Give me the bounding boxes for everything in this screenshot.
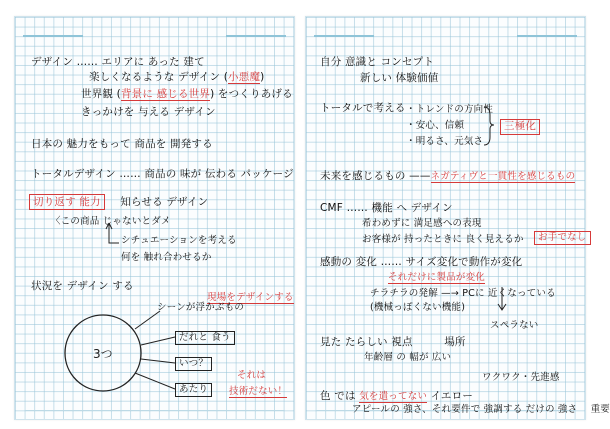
text: アピールの 強さ、それ要件で 強調する だけの 強さ bbox=[352, 404, 578, 415]
red-text: 背景に 感じる世界 bbox=[120, 88, 211, 100]
cmf-box: お手でなし bbox=[534, 231, 591, 245]
red-bottom-1: それは bbox=[237, 370, 267, 381]
red-text: ネガティヴと一貫性を感じるもの bbox=[430, 171, 576, 182]
japan-line: 日本の 魅力をもって 商品を 開発する bbox=[31, 138, 213, 150]
total-think: トータルで考える bbox=[320, 102, 406, 114]
text: 重要 bbox=[590, 404, 610, 415]
text: 世界観 ( bbox=[81, 88, 121, 100]
box-where: あたり bbox=[175, 383, 212, 397]
red-text: 小悪魔 bbox=[228, 71, 261, 83]
concept-line: 自分 意識と コンセプト bbox=[320, 56, 435, 68]
cmf-line: CMF …… 機能 へ デザイン bbox=[320, 202, 453, 214]
bullet-bright: ・明るさ、元気さ bbox=[406, 136, 484, 147]
text: 知らせる デザイン bbox=[120, 196, 209, 208]
box-when: いつ？ bbox=[175, 357, 212, 371]
cmf-sub-2: お客様が 持ったときに 良く見えるか bbox=[362, 234, 524, 245]
notebook-spread bbox=[14, 16, 610, 418]
text: ) をつくりあげる bbox=[210, 88, 293, 100]
change-sub-2: (機械っぽくない機能) bbox=[370, 302, 466, 313]
boxed-triad: 三極化 bbox=[500, 119, 540, 135]
text: ) bbox=[260, 71, 265, 83]
text: イエロー bbox=[430, 390, 474, 402]
bullet-trend: ・トレンドの方向性 bbox=[406, 104, 494, 115]
future-line bbox=[320, 171, 575, 183]
red-bottom-2: 技術だない！ bbox=[229, 386, 288, 397]
boxed-red-text: 切り返す 能力 bbox=[29, 194, 105, 210]
change-sub-1: チラチラの発解 —→ PCに 近くなっている bbox=[370, 288, 556, 299]
arrow-label: スペラない bbox=[490, 320, 539, 331]
arrow-note-2: 何を 触れ合わせるか bbox=[121, 252, 212, 263]
text: 見た たらしい 視点 bbox=[320, 336, 413, 348]
total-design-line: トータルデザイン …… 商品の 味が 伝わる パッケージ bbox=[31, 168, 294, 180]
ray-note: シーンが浮かぶもの bbox=[157, 302, 245, 313]
change-red: それだけに製品が変化 bbox=[388, 272, 486, 283]
text: 楽しくなるような デザイン ( bbox=[89, 71, 229, 83]
sub-note: 〈この商品 じゃないとダメ bbox=[51, 216, 171, 227]
waku-note: ワクワク・先進感 bbox=[482, 372, 560, 383]
value-line: 新しい 体験価値 bbox=[360, 72, 439, 84]
design-line-3: きっかけを 与える デザイン bbox=[81, 106, 216, 118]
red-text: 気を遣ってない bbox=[359, 391, 428, 402]
change-line: 感動の 変化 …… サイズ変化で動作が変化 bbox=[320, 256, 523, 268]
bullet-trust: ・安心、信頼 bbox=[406, 120, 465, 131]
left-page bbox=[14, 16, 295, 420]
design-heading: デザイン …… エリアに あった 建て bbox=[31, 56, 205, 68]
text: 場所 bbox=[444, 336, 466, 348]
circle-label: 3つ bbox=[93, 347, 113, 361]
cmf-sub-1: 希わめずに 満足感への表現 bbox=[362, 218, 482, 229]
situation-line: 状況を デザイン する bbox=[31, 280, 134, 292]
text: 未来を感じるもの —— bbox=[320, 170, 431, 182]
arrow-note-1: シチュエーションを考える bbox=[121, 235, 237, 246]
diagram-lines bbox=[15, 17, 300, 419]
view-sub: 年齢層 の 幅が 広い bbox=[364, 352, 452, 363]
view-line bbox=[320, 337, 466, 349]
right-page bbox=[305, 16, 610, 420]
box-who: だれと 食う bbox=[175, 331, 235, 345]
bottom-line bbox=[320, 391, 473, 403]
red-right-note: 現場をデザインする bbox=[207, 292, 294, 303]
text: 色 では bbox=[320, 390, 356, 402]
bottom-line-2 bbox=[352, 405, 610, 415]
